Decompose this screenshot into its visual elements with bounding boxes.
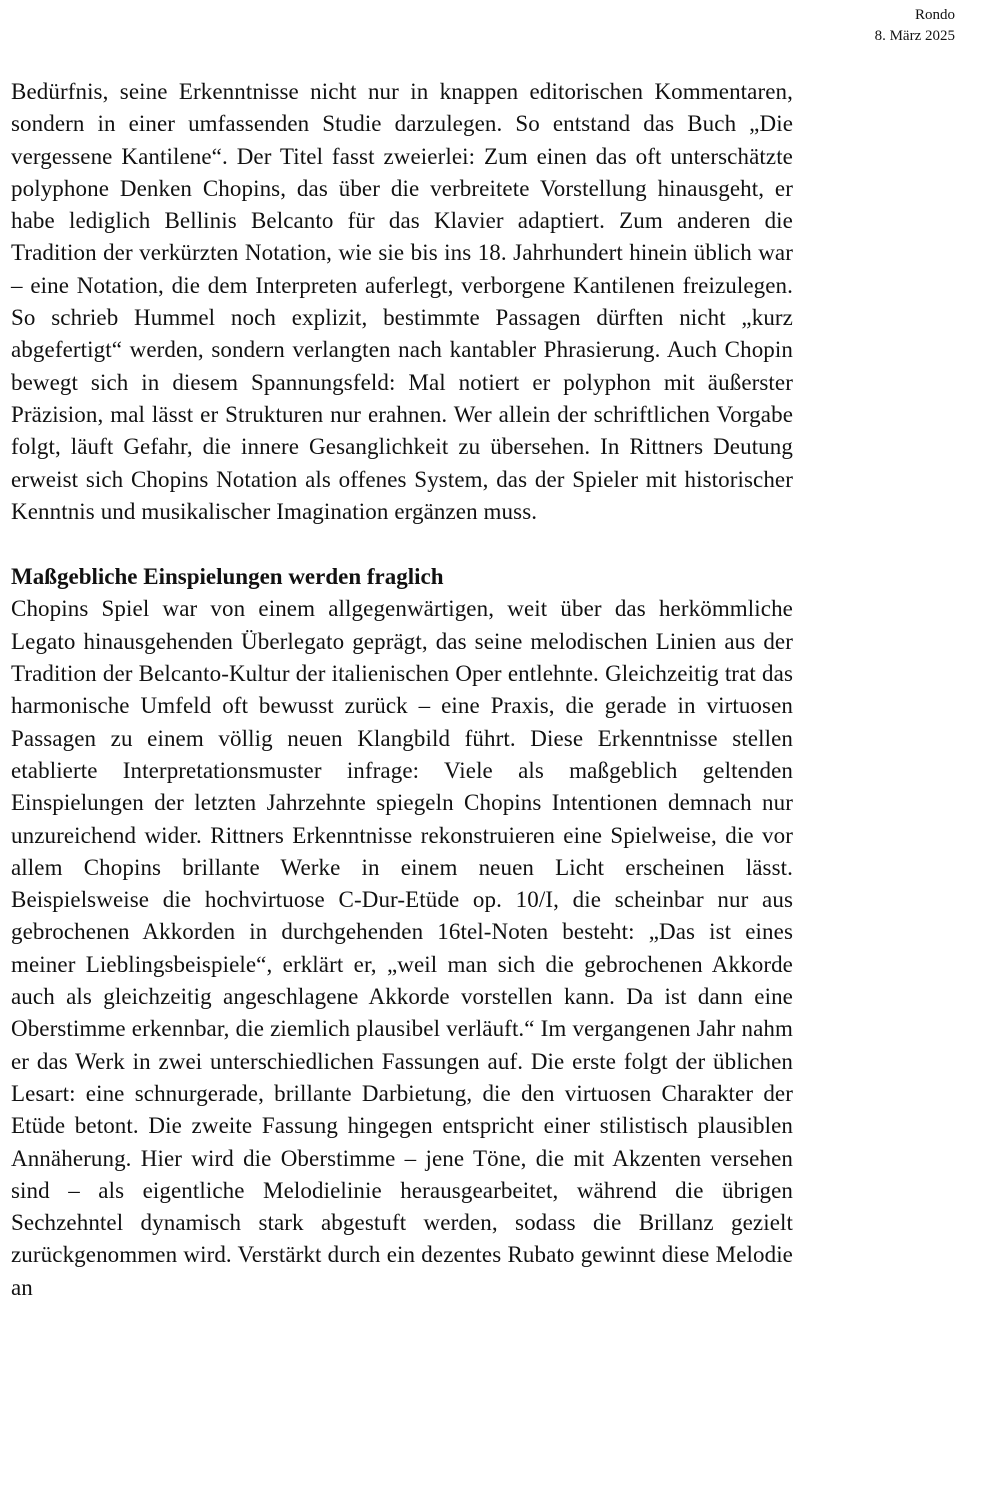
paragraph-intro-continued: Bedürfnis, seine Erkenntnisse nicht nur in knappen editorischen Kommentaren, sondern in einer umfassenden Studie darzulegen. So entstand das Buch „Die vergessene Kantilene“. Der Titel fasst zweierlei: Zum einen das oft unterschätzte polyphone Denken Chopins, das über die verbreitete Vorstellung hinausgeht, er habe lediglich Bellinis Belcanto für das Klavier adaptiert. Zum anderen die Tradition der verkürzten Notation, wie sie bis ins 18. Jahrhundert hinein üblich war – eine Notation, die dem Interpreten auferlegt, verborgene Kantilenen freizulegen. So schrieb Hummel noch explizit, bestimmte Passagen dürften nicht „kurz abgefertigt“ werden, sondern verlangten nach kantabler Phrasierung. Auch Chopin bewegt sich in diesem Spannungsfeld: Mal notiert er polyphon mit äußerster Präzision, mal lässt er Strukturen nur erahnen. Wer allein der schriftlichen Vorgabe folgt, läuft Gefahr, die innere Gesanglichkeit zu übersehen. In Rittners Deutung erweist sich Chopins Notation als offenes System, das der Spieler mit historischer Kenntnis und musikalischer Imagination ergänzen muss. (11, 79, 793, 524)
article-body (11, 76, 793, 1304)
section-heading: Maßgebliche Einspielungen werden fraglich (11, 564, 444, 590)
publication-date: 8. März 2025 (874, 28, 955, 44)
paragraph-recordings: Chopins Spiel war von einem allgegenwärtigen, weit über das herkömmliche Legato hinausgehenden Überlegato geprägt, das seine melodischen Linien aus der Tradition der Belcanto-Kultur der italienischen Oper entlehnte. Gleichzeitig trat das harmonische Umfeld oft bewusst zurück – eine Praxis, die gerade in virtuosen Passagen zu einem völlig neuen Klangbild führt. Diese Erkenntnisse stellen etablierte Interpretationsmuster infrage: Viele als maßgeblich geltenden Einspielungen der letzten Jahrzehnte spiegeln Chopins Intentionen demnach nur unzureichend wider. Rittners Erkenntnisse rekonstruieren eine Spielweise, die vor allem Chopins brillante Werke in einem neuen Licht erscheinen lässt. Beispielsweise die hochvirtuose C-Dur-Etüde op. 10/I, die scheinbar nur aus gebrochenen Akkorden in durchgehenden 16tel-Noten besteht: „Das ist eines meiner Lieblingsbeispiele“, erklärt er, „weil man sich die gebrochenen Akkorde auch als gleichzeitig angeschlagene Akkorde vorstellen kann. Da ist dann eine Oberstimme erkennbar, die ziemlich plausibel verläuft.“ Im vergangenen Jahr nahm er das Werk in zwei unterschiedlichen Fassungen auf. Die erste folgt der üblichen Lesart: eine schnurgerade, brillante Darbietung, die den virtuosen Charakter der Etüde betont. Die zweite Fassung hingegen entspricht einer stilistisch plausiblen Annäherung. Hier wird die Oberstimme – jene Töne, die mit Akzenten versehen sind – als eigentliche Melodielinie herausgearbeitet, während die übrigen Sechzehntel dynamisch stark abgestuft werden, sodass die Brillanz gezielt zurückgenommen wird. Verstärkt durch ein dezentes Rubato gewinnt diese Melodie an (11, 596, 793, 1300)
publication-name: Rondo (914, 7, 955, 23)
page-header (875, 5, 955, 47)
